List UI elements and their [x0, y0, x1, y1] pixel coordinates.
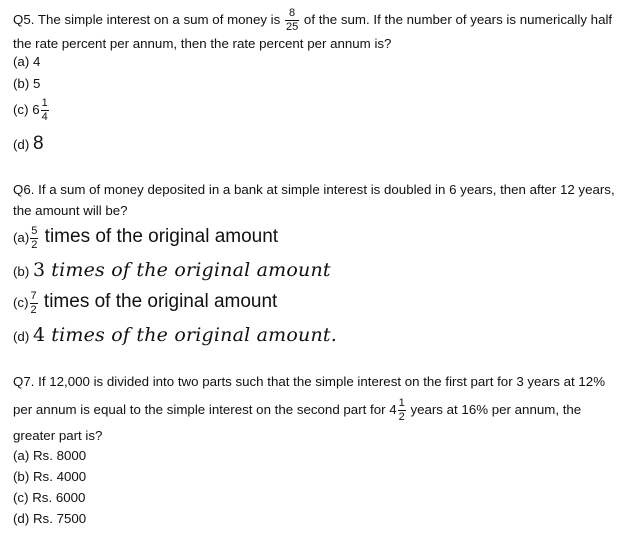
q6-line-2: the amount will be?: [13, 203, 128, 218]
q5-option-d-value: 8: [32, 133, 44, 154]
q7-option-d: (d) Rs. 7500: [13, 511, 87, 526]
q6-option-c-numerator: 7: [30, 290, 37, 302]
q7-line-3: greater part is?: [13, 428, 103, 443]
q7-text-pre: per annum is equal to the simple interest on the second part for 4: [13, 402, 397, 418]
q5-text-pre: Q5. The simple interest on a sum of money is: [13, 12, 284, 28]
q5-line-2: the rate percent per annum, then the rate percent per annum is?: [13, 36, 392, 51]
q7-fraction-denominator: 2: [398, 411, 405, 423]
q6-option-a-fraction: [30, 226, 38, 251]
q6-option-b-text: times of the original amount: [45, 259, 331, 281]
q6-option-a-label: (a): [13, 230, 30, 246]
q6-option-a: [13, 226, 278, 251]
q5-option-c-denominator: 4: [41, 111, 48, 123]
q6-option-c: [13, 291, 277, 316]
q6-option-d-text: times of the original amount.: [45, 324, 337, 346]
q5-fraction-denominator: 25: [285, 21, 299, 33]
q7-fraction-numerator: 1: [398, 397, 405, 409]
q5-option-c: [13, 98, 50, 123]
q7-fraction: [398, 398, 406, 423]
q5-line-1: [13, 8, 612, 33]
q5-option-c-numerator: 1: [41, 97, 48, 109]
q6-option-b-label: (b): [13, 264, 33, 279]
q6-option-c-denominator: 2: [30, 304, 37, 316]
q6-option-c-label: (c): [13, 295, 29, 311]
q7-text-post: years at 16% per annum, the: [406, 402, 582, 418]
q5-option-b: (b) 5: [13, 76, 41, 91]
q5-text-post: of the sum. If the number of years is numerically half: [300, 12, 613, 28]
q7-line-2: [13, 398, 581, 423]
q6-option-b: [13, 259, 331, 281]
q7-option-a: (a) Rs. 8000: [13, 448, 87, 463]
q7-line-1: Q7. If 12,000 is divided into two parts such that the simple interest on the first part for 3 years at 12%: [13, 374, 606, 389]
q5-fraction-numerator: 8: [285, 8, 299, 21]
q5-option-c-fraction: [41, 98, 49, 123]
q5-option-d: [13, 133, 44, 154]
q6-option-c-text: times of the original amount: [38, 291, 278, 313]
q6-option-d-number: 4: [32, 324, 46, 346]
q5-option-c-label: (c) 6: [13, 102, 40, 118]
q6-option-a-denominator: 2: [31, 239, 38, 251]
q6-option-a-numerator: 5: [31, 225, 38, 237]
q6-option-d-label: (d): [13, 329, 33, 344]
q6-option-c-fraction: [30, 291, 38, 316]
q5-fraction: [285, 8, 299, 33]
q5-option-a: (a) 4: [13, 54, 41, 69]
q7-option-c: (c) Rs. 6000: [13, 490, 86, 505]
q6-line-1: Q6. If a sum of money deposited in a bank at simple interest is doubled in 6 years, then after 12 years,: [13, 182, 615, 197]
q6-option-b-number: 3: [32, 259, 46, 281]
q6-option-a-text: times of the original amount: [39, 226, 279, 248]
q6-option-d: [13, 324, 337, 346]
q5-option-d-label: (d): [13, 137, 33, 152]
q7-option-b: (b) Rs. 4000: [13, 469, 87, 484]
